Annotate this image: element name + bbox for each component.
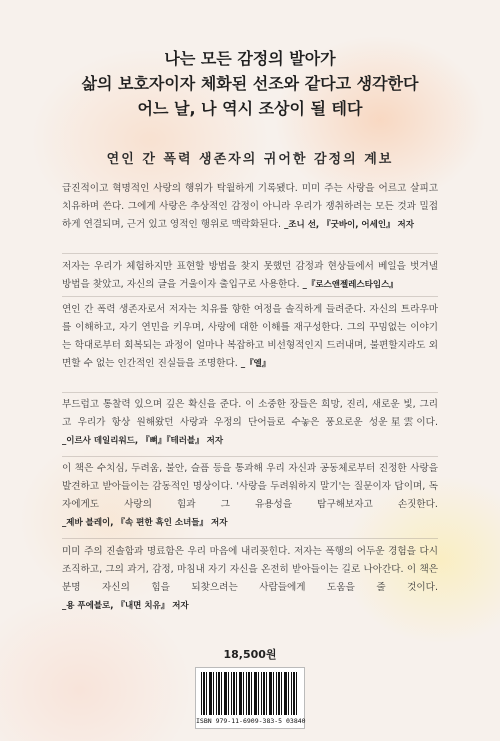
review-body: 이 책은 수치심, 두려움, 불안, 슬픔 등을 통과해 우리 자신과 공동체로부터 진정한 사랑을 발견하고 받아들이는 감동적인 명상이다. '사랑을 두려워하지 말기'는 질문이자 답이며, 독자에게도 사랑의 힘과 그 유용성을 탐구해보자고 손짓한다.	[62, 463, 438, 510]
headline-line: 어느 날, 나 역시 조상이 될 테다	[137, 99, 363, 118]
subtitle: 연인 간 폭력 생존자의 귀어한 감정의 계보	[106, 152, 394, 167]
section-divider	[62, 538, 438, 539]
review-body: 급진적이고 혁명적인 사랑의 행위가 탁월하게 기록됐다. 미미 주는 사랑을 어르고 살피고 치유하며 쓴다. 그에게 사랑은 추상적인 감정이 아니라 우리가 쟁취하려는 모든 것과 밀접하게 연결되며, 근거 있고 영적인 행위로 맥락화된다.	[62, 183, 438, 230]
review-attribution: _조니 선, 『굿바이, 어세인』 저자	[284, 220, 414, 230]
review-attribution: _이르사 데일리워드, 『뼈』『테러블』 저자	[62, 436, 224, 446]
section-divider	[62, 392, 438, 393]
review-section	[62, 460, 438, 532]
section-divider	[62, 253, 438, 254]
review-attribution: _용 푸에블로, 『내면 치유』 저자	[62, 601, 189, 611]
headline	[0, 46, 500, 121]
review-section	[62, 301, 438, 373]
review-attribution: _『엘』	[240, 359, 271, 369]
section-divider	[62, 296, 438, 297]
review-section	[62, 543, 438, 615]
review-body: 연인 간 폭력 생존자로서 저자는 치유를 향한 여정을 솔직하게 들려준다. 자신의 트라우마를 이해하고, 자기 연민을 키우며, 사랑에 대한 이해를 재구성한다. 그의 꾸밈없는 이야기는 학대로부터 회복되는 과정이 얼마나 복잡하고 비선형적인지 드러내며, 불편할지라도 외면할 수 없는 인간적인 진실들을 조명한다.	[62, 304, 438, 369]
review-body: 저자는 우리가 체험하지만 표현할 방법을 찾지 못했던 감정과 현상들에서 베일을 벗겨낼 방법을 찾았고, 자신의 글을 거울이자 출입구로 사용한다.	[62, 261, 438, 290]
isbn-number: ISBN 979-11-6909-383-5 03840	[196, 717, 306, 725]
section-divider	[62, 456, 438, 457]
review-section	[62, 396, 438, 450]
headline-line: 나는 모든 감정의 발아가	[164, 49, 336, 68]
barcode-bars	[201, 672, 299, 715]
review-body: 미미 주의 진솔함과 명료함은 우리 마음에 내리꽂힌다. 저자는 폭행의 어두운 경험을 다시 조직하고, 그의 과거, 감정, 마침내 자기 자신을 온전히 받아들이는 길로 나아간다. 이 책은 분명 자신의 힘을 되찾으려는 사람들에게 도움을 줄 것이다.	[62, 546, 438, 593]
review-attribution: _제바 블레이, 『속 편한 흑인 소녀들』 저자	[62, 518, 228, 528]
review-attribution: _『로스앤젤레스타임스』	[302, 280, 398, 290]
price: 18,500원	[223, 648, 277, 661]
headline-line: 삶의 보호자이자 체화된 선조와 같다고 생각한다	[81, 74, 419, 93]
review-section	[62, 180, 438, 234]
barcode	[195, 667, 305, 729]
review-body: 부드럽고 통찰력 있으며 깊은 확신을 준다. 이 소중한 장들은 희망, 진리, 새로운 빛, 그리고 우리가 항상 원해왔던 사랑과 우정의 단어들로 수놓은 풍요로운 성운星雲이다.	[62, 399, 438, 428]
review-section	[62, 258, 438, 294]
